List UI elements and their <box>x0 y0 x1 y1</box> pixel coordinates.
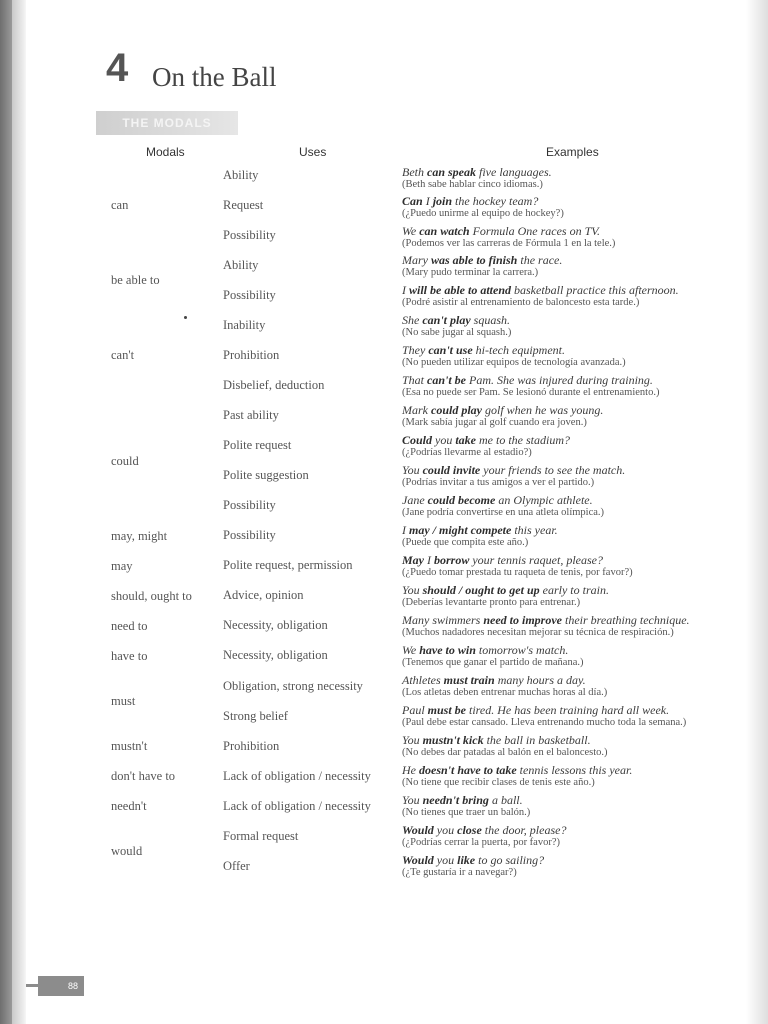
book-spine-gutter <box>12 0 26 1024</box>
example-item <box>402 374 659 401</box>
use-cell: Formal request <box>223 829 299 843</box>
example-item <box>402 554 633 581</box>
example-spanish: (¿Podrías cerrar la puerta, por favor?) <box>402 837 560 848</box>
modal-cell: be able to <box>111 273 160 287</box>
example-item <box>402 344 626 371</box>
example-spanish: (Podré asistir al entrenamiento de baloncesto esta tarde.) <box>402 297 640 308</box>
use-cell: Past ability <box>223 408 279 422</box>
example-english: I will be able to attend basketball practice this afternoon. <box>402 283 679 297</box>
example-spanish: (No debes dar patadas al balón en el baloncesto.) <box>402 747 608 758</box>
example-english: You could invite your friends to see the match. <box>402 463 626 477</box>
use-cell: Advice, opinion <box>223 588 304 602</box>
modal-cell: needn't <box>111 799 147 813</box>
example-spanish: (Tenemos que ganar el partido de mañana.) <box>402 657 584 668</box>
use-cell: Prohibition <box>223 739 280 753</box>
use-cell: Disbelief, deduction <box>223 378 325 392</box>
example-item <box>402 824 566 851</box>
example-spanish: (Podemos ver las carreras de Fórmula 1 en la tele.) <box>402 238 616 249</box>
example-item <box>402 794 530 821</box>
example-english: Athletes must train many hours a day. <box>402 673 586 687</box>
example-spanish: (¿Te gustaría ir a navegar?) <box>402 867 517 878</box>
use-cell: Polite request <box>223 438 292 452</box>
use-cell: Inability <box>223 318 266 332</box>
use-cell: Obligation, strong necessity <box>223 679 363 693</box>
example-item <box>402 854 544 881</box>
example-english: You needn't bring a ball. <box>402 793 523 807</box>
example-item <box>402 704 686 731</box>
use-cell: Prohibition <box>223 348 280 362</box>
example-item <box>402 584 609 611</box>
example-english: Could you take me to the stadium? <box>402 433 571 447</box>
example-item <box>402 166 552 193</box>
example-spanish: (Puede que compita este año.) <box>402 537 529 548</box>
example-spanish: (Mary pudo terminar la carrera.) <box>402 267 539 278</box>
example-item <box>402 614 690 641</box>
example-spanish: (Mark sabía jugar al golf cuando era joven.) <box>402 417 587 428</box>
example-english: I may / might compete this year. <box>402 523 558 537</box>
modal-cell: must <box>111 694 136 708</box>
example-english: Would you close the door, please? <box>402 823 567 837</box>
use-cell: Possibility <box>223 528 276 542</box>
use-cell: Ability <box>223 168 259 182</box>
use-cell: Lack of obligation / necessity <box>223 769 371 783</box>
example-item <box>402 644 583 671</box>
example-item <box>402 734 608 761</box>
use-cell: Strong belief <box>223 709 288 723</box>
use-cell: Necessity, obligation <box>223 648 328 662</box>
example-spanish: (Esa no puede ser Pam. Se lesionó durante el entrenamiento.) <box>402 387 660 398</box>
book-spine-shadow <box>0 0 12 1024</box>
example-spanish: (Paul debe estar cansado. Lleva entrenando mucho toda la semana.) <box>402 717 687 728</box>
modal-cell: should, ought to <box>111 589 192 603</box>
example-spanish: (No tienes que traer un balón.) <box>402 807 531 818</box>
example-english: Beth can speak five languages. <box>402 165 552 179</box>
example-english: Mark could play golf when he was young. <box>402 403 604 417</box>
use-cell: Possibility <box>223 498 276 512</box>
example-spanish: (Beth sabe hablar cinco idiomas.) <box>402 179 543 190</box>
example-english: Many swimmers need to improve their breathing technique. <box>402 613 690 627</box>
example-english: You should / ought to get up early to train. <box>402 583 609 597</box>
example-english: That can't be Pam. She was injured during training. <box>402 373 653 387</box>
example-spanish: (Deberías levantarte pronto para entrenar.) <box>402 597 581 608</box>
column-header-examples: Examples <box>546 145 599 159</box>
example-english: Paul must be tired. He has been training hard all week. <box>402 703 670 717</box>
example-english: We have to win tomorrow's match. <box>402 643 569 657</box>
example-item <box>402 225 615 252</box>
example-item <box>402 764 632 791</box>
modal-cell: mustn't <box>111 739 148 753</box>
page-number-tab-line <box>26 984 38 987</box>
example-english: He doesn't have to take tennis lessons this year. <box>402 763 633 777</box>
use-cell: Lack of obligation / necessity <box>223 799 371 813</box>
example-spanish: (¿Puedo unirme al equipo de hockey?) <box>402 208 564 219</box>
modal-cell: need to <box>111 619 148 633</box>
example-item <box>402 284 679 311</box>
example-item <box>402 195 564 222</box>
use-cell: Offer <box>223 859 250 873</box>
use-cell: Necessity, obligation <box>223 618 328 632</box>
example-spanish: (No tiene que recibir clases de tenis este año.) <box>402 777 595 788</box>
use-cell: Polite suggestion <box>223 468 309 482</box>
use-cell: Possibility <box>223 228 276 242</box>
use-cell: Possibility <box>223 288 276 302</box>
example-spanish: (Jane podría convertirse en una atleta olímpica.) <box>402 507 605 518</box>
example-spanish: (¿Podrías llevarme al estadio?) <box>402 447 532 458</box>
example-spanish: (Muchos nadadores necesitan mejorar su técnica de respiración.) <box>402 627 674 638</box>
example-english: You mustn't kick the ball in basketball. <box>402 733 591 747</box>
use-cell: Ability <box>223 258 259 272</box>
modal-cell: could <box>111 454 139 468</box>
modal-cell: may, might <box>111 529 168 543</box>
stray-dot <box>184 316 187 319</box>
example-spanish: (No sabe jugar al squash.) <box>402 327 512 338</box>
modal-cell: have to <box>111 649 148 663</box>
example-item <box>402 434 570 461</box>
modal-cell: can <box>111 198 129 212</box>
example-spanish: (Podrías invitar a tus amigos a ver el partido.) <box>402 477 595 488</box>
unit-title: On the Ball <box>152 62 277 92</box>
example-english: They can't use hi-tech equipment. <box>402 343 565 357</box>
column-header-uses: Uses <box>299 145 327 159</box>
example-english: Would you like to go sailing? <box>402 853 545 867</box>
page-edge-shadow <box>746 0 768 1024</box>
example-english: Can I join the hockey team? <box>402 194 539 208</box>
modal-cell: can't <box>111 348 135 362</box>
example-spanish: (No pueden utilizar equipos de tecnología avanzada.) <box>402 357 626 368</box>
example-english: Mary was able to finish the race. <box>402 253 563 267</box>
example-item <box>402 404 603 431</box>
example-item <box>402 314 511 341</box>
modal-cell: don't have to <box>111 769 176 783</box>
page-number: 88 <box>38 976 84 996</box>
example-english: We can watch Formula One races on TV. <box>402 224 601 238</box>
modal-cell: would <box>111 844 143 858</box>
column-header-modals: Modals <box>146 145 185 159</box>
example-spanish: (¿Puedo tomar prestada tu raqueta de tenis, por favor?) <box>402 567 633 578</box>
example-english: Jane could become an Olympic athlete. <box>402 493 593 507</box>
unit-number: 4 <box>106 46 129 90</box>
example-item <box>402 524 558 551</box>
use-cell: Polite request, permission <box>223 558 353 572</box>
example-english: She can't play squash. <box>402 313 510 327</box>
example-item <box>402 254 562 281</box>
use-cell: Request <box>223 198 264 212</box>
example-spanish: (Los atletas deben entrenar muchas horas al día.) <box>402 687 608 698</box>
modal-cell: may <box>111 559 133 573</box>
example-english: May I borrow your tennis raquet, please? <box>402 553 603 567</box>
example-item <box>402 494 604 521</box>
example-item <box>402 674 607 701</box>
example-item <box>402 464 625 491</box>
section-banner: THE MODALS <box>96 111 238 135</box>
